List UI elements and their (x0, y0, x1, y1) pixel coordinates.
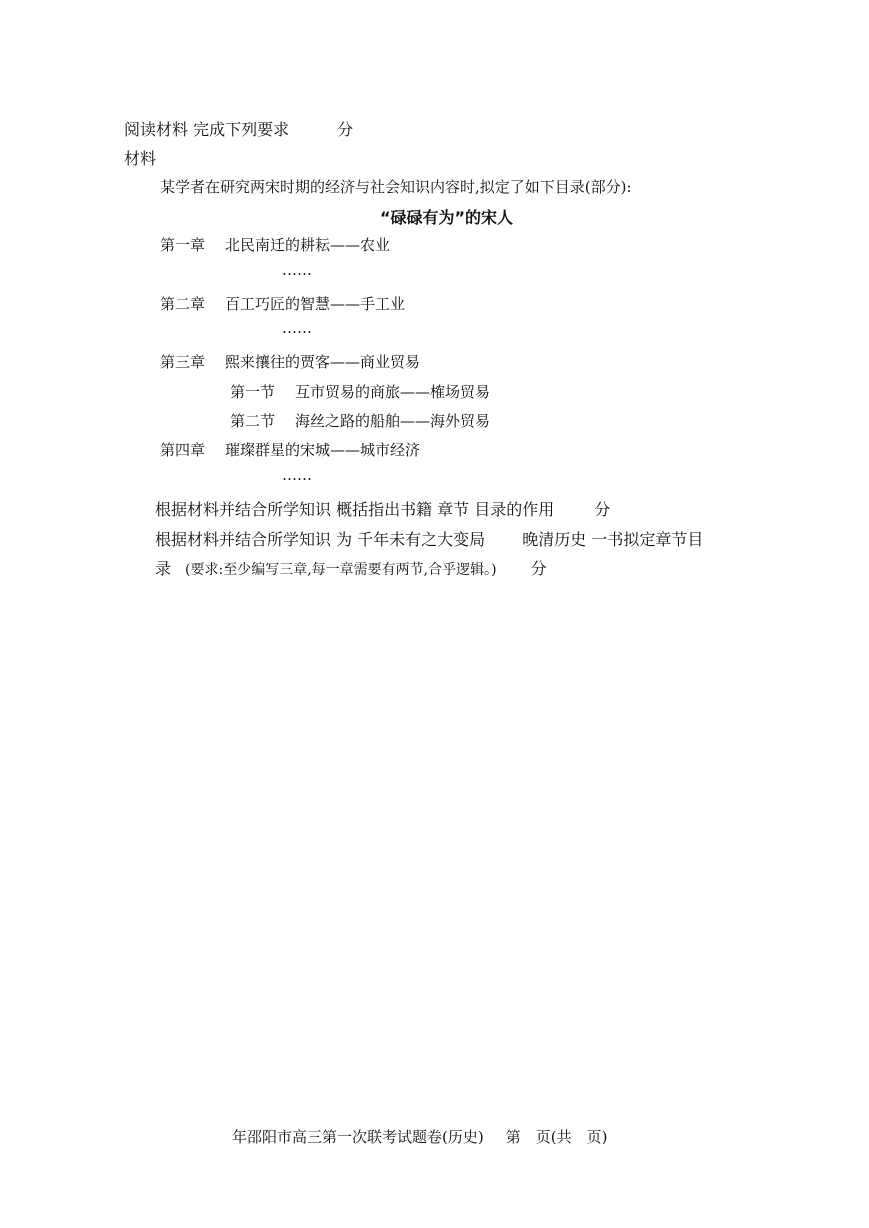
question-instruction: 阅读材料 完成下列要求 (124, 120, 290, 139)
toc-ellipsis: …… (282, 261, 312, 279)
sub-question-2-score: 分 (530, 559, 547, 578)
section-title: 海丝之路的船舶——海外贸易 (295, 412, 491, 430)
sub-question-2-continuation: 录 (155, 559, 172, 578)
footer-page-number: 第 页(共 页) (505, 1128, 608, 1146)
toc-ellipsis: …… (282, 466, 312, 484)
section-number: 第二节 (230, 412, 276, 430)
material-intro: 某学者在研究两宋时期的经济与社会知识内容时,拟定了如下目录(部分): (160, 178, 632, 196)
toc-chapter-1 (160, 234, 390, 255)
toc-section-2 (230, 410, 490, 431)
chapter-title: 百工巧匠的智慧——手工业 (225, 295, 406, 313)
sub-question-1-text: 根据材料并结合所学知识 概括指出书籍 章节 目录的作用 (155, 500, 555, 519)
chapter-number: 第二章 (160, 295, 206, 313)
chapter-number: 第一章 (160, 236, 206, 254)
section-number: 第一节 (230, 383, 276, 401)
toc-chapter-3 (160, 351, 420, 372)
question-instruction-line (124, 117, 353, 140)
material-label: 材料 (124, 149, 157, 168)
chapter-title: 熙来攘往的贾客——商业贸易 (225, 353, 421, 371)
footer-exam-title: 年邵阳市高三第一次联考试题卷(历史) (232, 1128, 484, 1146)
toc-section-1 (230, 381, 490, 402)
section-title: 互市贸易的商旅——榷场贸易 (295, 383, 491, 401)
chapter-title: 璀璨群星的宋城——城市经济 (225, 441, 421, 459)
toc-chapter-2 (160, 293, 405, 314)
sub-question-2-requirement: (要求:至少编写三章,每一章需要有两节,合乎逻辑。) (185, 562, 497, 578)
toc-chapter-4 (160, 439, 420, 460)
chapter-title: 北民南迁的耕耘——农业 (225, 236, 391, 254)
sub-question-2-line-1: 根据材料并结合所学知识 为 千年未有之大变局 晚清历史 一书拟定章节目 (155, 530, 704, 549)
sub-question-2-line-2 (155, 556, 547, 579)
sub-question-1 (155, 497, 610, 520)
sub-question-1-score: 分 (594, 500, 611, 519)
toc-ellipsis: …… (282, 319, 312, 337)
chapter-number: 第三章 (160, 353, 206, 371)
book-title: “碌碌有为”的宋人 (380, 208, 514, 227)
chapter-number: 第四章 (160, 441, 206, 459)
page-footer (232, 1126, 607, 1147)
question-score: 分 (337, 120, 354, 139)
